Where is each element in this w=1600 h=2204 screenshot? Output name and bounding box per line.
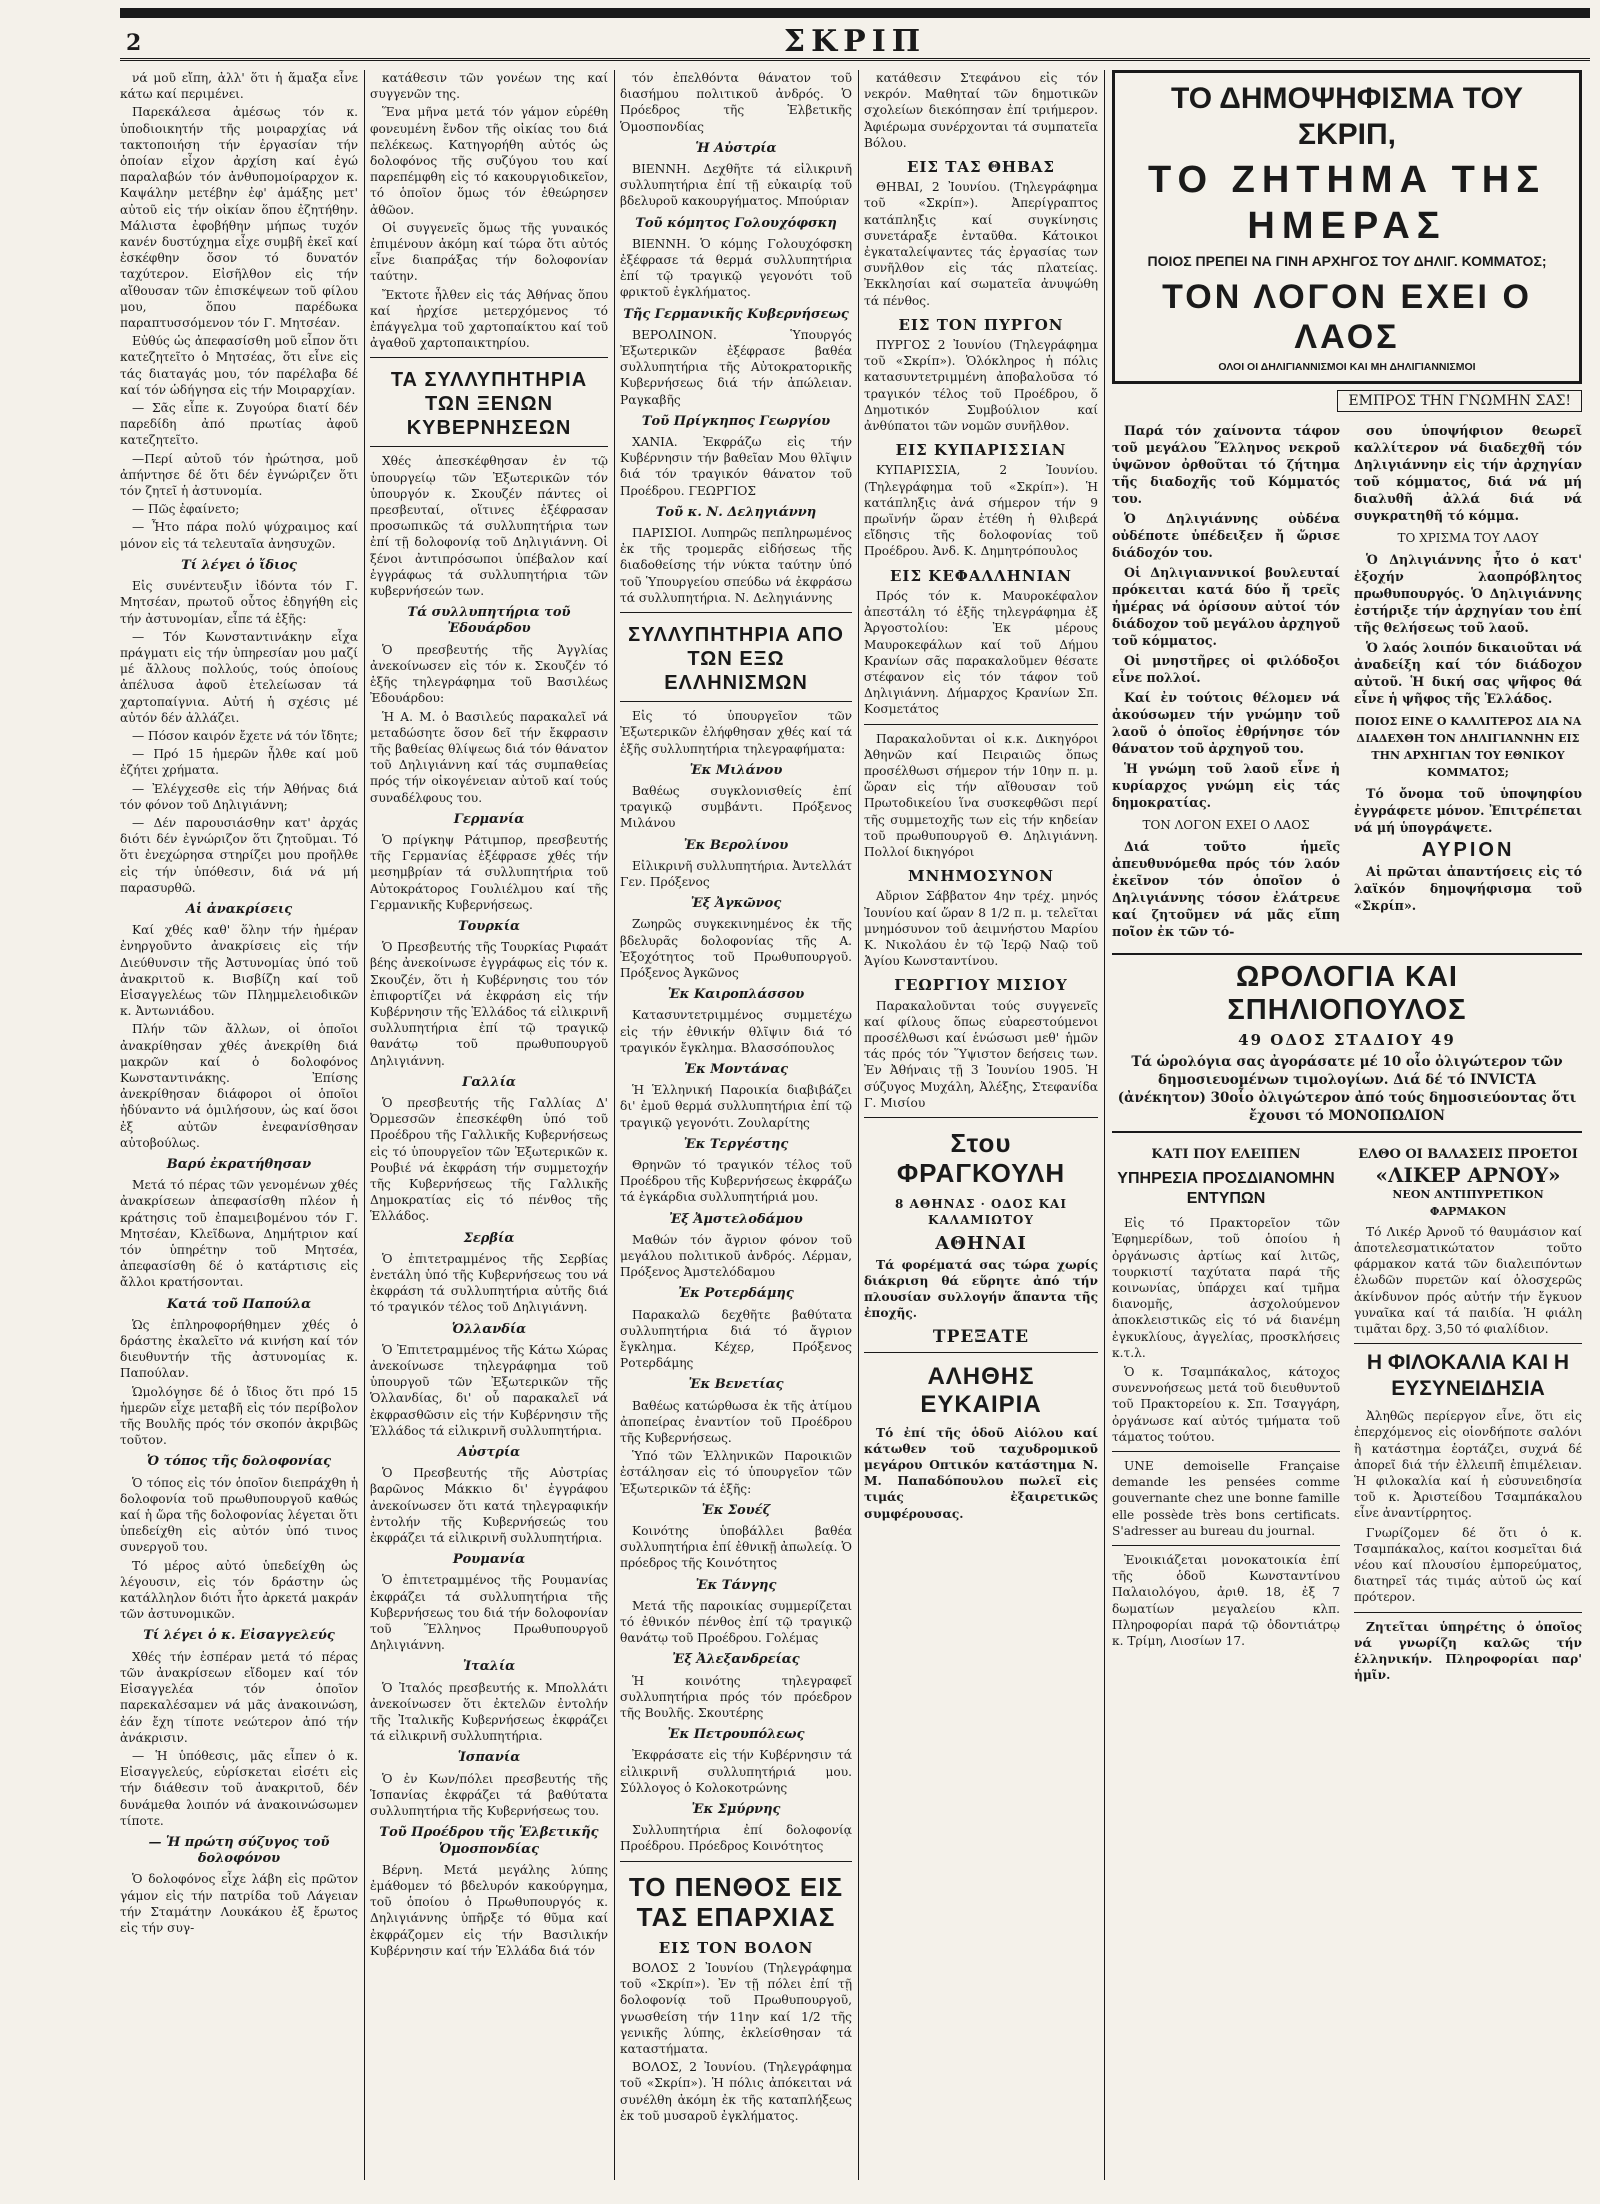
article-paragraph: Μαθών τόν ἄγριον φόνον τοῦ μεγάλου πολιτικοῦ ἀνδρός. Λέρμαν, Πρόξενος Ἀμστελόδαμου (620, 1232, 852, 1280)
article-paragraph: — Τόν Κωνσταντινάκην εἶχα πράγματι εἰς τήν ὑπηρεσίαν μου μαζί μέ ἄλλους πολλούς, τούς ὁποίους ἀπέλυσα ἀφοῦ ἐτελείωσαν τά χαρτοπαίγνια. Αὐτή ἡ σχέσις μέ αὐτόν δέν ἀλλάζει. (120, 629, 358, 725)
article-paragraph: — Ἐλέγχεσθε εἰς τήν Ἀθήνας διά τόν φόνον τοῦ Δηλιγιάννη; (120, 781, 358, 812)
article-paragraph: ΒΟΛΟΣ 2 Ἰουνίου (Τηλεγράφημα τοῦ «Σκρίπ»). Ἐν τῇ πόλει ἐπί τῇ δολοφονίᾳ τοῦ Πρωθυπουργοῦ, γνωσθείση τήν 11ην καί 1/2 τῆς γενικῆς λύπης, ἐκλείσθησαν τά καταστήματα. (620, 1960, 852, 2056)
section-heading: Ἐξ Ἀγκῶνος (690, 896, 782, 912)
article-paragraph: Ὡμολόγησε δέ ὁ ἴδιος ὅτι πρό 15 ἡμερῶν εἶχε μεταβῆ εἰς τόν περίβολον τῆς Βουλῆς πρός τόν σκοπόν ἀκριβῶς τοῦτον. (120, 1384, 358, 1448)
article-paragraph: ΠΑΡΙΣΙΟΙ. Λυπηρῶς πεπληρωμένος ἐκ τῆς τρομερᾶς εἰδήσεως τῆς διαδοθείσης τήν νύκτα ταύτην ὑπό τοῦ Ὑπουργείου σπεύδω νά ἐκφράσω τά συλλυπητήρια. Ν. Δεληγιάννης (620, 526, 852, 605)
article-paragraph: Ὁ Πρεσβευτής τῆς Τουρκίας Ριφαάτ βέης ἀνεκοίνωσε ἐγγράφως εἰς τόν κ. Σκουζέν, ὅτι ἡ Κυβέρνησις του τόν ἐπιφορτίζει νά ἐκφράση εἰς τήν Κυβέρνησιν τῆς Ἑλλάδος τά εἰλικρινῆ συλλυπητήρια ἐπί τῷ τραγικῷ θανάτῳ τοῦ πρωθυπουργοῦ Δηλιγιάννη. (370, 940, 608, 1068)
masthead-rule (120, 58, 1590, 61)
section-heading: ΤΟΝ ΛΟΓΟΝ ΕΧΕΙ Ο ΛΑΟΣ (1142, 818, 1310, 832)
section-rule (1112, 1545, 1340, 1546)
article-paragraph: νά μοῦ εἴπη, ἀλλ' ὅτι ἡ ἅμαξα εἶνε κάτω καί περιμένει. (120, 71, 358, 102)
section-heading: Ὁλλανδία (451, 1321, 527, 1337)
article-paragraph: Πλήν τῶν ἄλλων, οἱ ὁποῖοι ἀνακρίθησαν χθές ἀνεκρίθη διά μακρῶν καί ὁ δολοφόνος Κωνσταντινάκης. Ἐπίσης ἀνεκρίθησαν διάφοροι οἱ ὁποῖοι ἠδύναντο νά ὁμιλήσουν, ὡς καί ὅσοι ἐξ αὐτῶν ἐνεφανίσθησαν αὐτοβούλως. (120, 1022, 358, 1150)
article-paragraph: Ἡ κοινότης τηλεγραφεῖ συλλυπητήρια πρός τόν πρόεδρον τῆς Βουλῆς. Σκουτέρης (620, 1673, 852, 1721)
article-paragraph: Τό ὄνομα τοῦ ὑποψηφίου ἐγγράφετε μόνον. Ἐπιτρέπεται νά μή ὑπογράψετε. (1354, 786, 1582, 835)
article-paragraph: Εἰλικρινῆ συλλυπητήρια. Ἀντελλάτ Γεν. Πρόξενος (620, 858, 852, 889)
section-heading: «ΛΙΚΕΡ ΑΡΝΟΥ» (1375, 1163, 1561, 1188)
article-paragraph: —Περί αὐτοῦ τόν ἠρώτησα, μοῦ ἀπήντησε δέ ὅτι δέν ἐγνώριζεν ὅτι τόν ζητεῖ ἡ ἀστυνομία. (120, 451, 358, 499)
article-paragraph: UNE demoiselle Française demande les pensées comme gouvernante chez une bonne famille elle possède très bons certificats. S'adresser au bureau du journal. (1112, 1459, 1340, 1538)
article-paragraph: Μετά τῆς παροικίας συμμερίζεται τό ἐθνικόν πένθος ἐπί τῷ τραγικῷ θανάτῳ τοῦ Προέδρου. Γολέμας (620, 1598, 852, 1646)
banner-line: ΤΟΝ ΛΟΓΟΝ ΕΧΕΙ Ο ΛΑΟΣ (1162, 278, 1532, 356)
section-heading: Γερμανία (453, 811, 525, 827)
article-paragraph: ΒΕΡΟΛΙΝΟΝ. Ὑπουργός Ἐξωτερικῶν ἐξέφρασε βαθέα συλλυπητήρια τῆς Αὐτοκρατορικῆς Κυβερνήσεως διά τήν ἀπώλειαν. Ραγκαβῆς (620, 327, 852, 407)
column-3 (620, 70, 852, 2180)
section-rule (864, 1352, 1098, 1353)
article-paragraph: Οἱ Δηλιγιαννικοί βουλευταί πρόκειται κατά δύο ἤ τρεῖς ἡμέρας νά ὁρίσουν αὐτοί τόν διάδοχον τοῦ μεγάλου ἀρχηγοῦ τοῦ κόμματος. (1112, 565, 1340, 648)
article-paragraph: Αὔριον Σάββατον 4ην τρέχ. μηνός Ἰουνίου καί ὥραν 8 1/2 π. μ. τελεῖται μνημόσυνον τοῦ ἀειμνήστου Μαρίου Κ. Νικολάου ἐν τῷ Ἱερῷ Ναῷ τοῦ Ἁγίου Κωνσταντίνου. (864, 889, 1098, 969)
section-heading: Αὐστρία (457, 1445, 521, 1461)
article-paragraph: ΧΑΝΙΑ. Ἐκφράζω εἰς τήν Κυβέρνησιν τήν βαθεῖαν Μου θλῖψιν διά τόν τραγικόν θάνατον τοῦ Προέδρου. ΓΕΩΡΓΙΟΣ (620, 435, 852, 498)
section-heading: Ἐκ Βερολίνου (683, 837, 789, 853)
section-rule (1112, 1451, 1340, 1452)
banner-line: ΤΟ ΔΗΜΟΨΗΦΙΣΜΑ ΤΟΥ ΣΚΡΙΠ, (1170, 82, 1524, 151)
headline-diaspora-condolences: ΣΥΛΛΥΠΗΤΗΡΙΑ ΑΠΟ ΤΩΝ ΕΞΩ ΕΛΛΗΝΙΣΜΩΝ (628, 624, 844, 695)
advert-watches (1112, 953, 1582, 1133)
referendum-banner (1112, 70, 1582, 384)
headline-mourning-provinces: ΤΟ ΠΕΝΘΟΣ ΕΙΣ ΤΑΣ ΕΠΑΡΧΙΑΣ (628, 1871, 844, 1932)
section-heading: Ἱσπανία (457, 1750, 521, 1766)
section-heading: ΕΙΣ ΤΟΝ ΠΥΡΓΟΝ (898, 315, 1064, 334)
article-paragraph: Ἕνα μῆνα μετά τόν γάμον εὑρέθη φονευμένη ἔνδον τῆς οἰκίας του διά πελέκεως. Κατηγορήθη αὐτός ὡς δολοφόνος τῆς συζύγου του καί παρεπέμφθη εἰς τό κακουργιοδικεῖον, τό ὁποῖον ὅμως τόν ἐθεώρησεν ἀθῶον. (370, 105, 608, 217)
advert-watches-address: 49 ΟΔΟΣ ΣΤΑΔΙΟΥ 49 (1238, 1031, 1456, 1049)
section-heading: Ἐξ Ἀμστελοδάμου (669, 1211, 803, 1227)
article-paragraph: Ζωηρῶς συγκεκινημένος ἐκ τῆς βδελυρᾶς δολοφονίας τῆς Α. Ἐξοχότητος τοῦ Πρωθυπουργοῦ. Πρόξενος Ἀγκῶνος (620, 917, 852, 980)
column-4 (864, 70, 1098, 2180)
advert-city: ΑΘΗΝΑΙ (935, 1233, 1027, 1255)
referendum-text (1112, 422, 1582, 943)
article-paragraph: Αἱ πρῶται ἀπαντήσεις εἰς τό λαϊκόν δημοψήφισμα τοῦ «Σκρίπ». (1354, 864, 1582, 913)
section-rule (620, 701, 852, 702)
article-paragraph: — Ἦτο πάρα πολύ ψύχραιμος καί μόνον εἰς τά τελευταῖα ἀνησυχῶν. (120, 520, 358, 551)
boxed-slogan: ΕΜΠΡΟΣ ΤΗΝ ΓΝΩΜΗΝ ΣΑΣ! (1337, 390, 1582, 412)
section-heading: ΕΙΣ ΤΟΝ ΒΟΛΟΝ (658, 1938, 814, 1957)
article-paragraph: Ἔκτοτε ἦλθεν εἰς τάς Ἀθήνας ὅπου καί ἠρχίσε μετερχόμενος τό ἐπάγγελμα τοῦ χαρτοπαίκτου καί τοῦ ἀγαθοῦ χαρτοπαικτηρίου. (370, 287, 608, 351)
article-paragraph: Ὁ Ἰταλός πρεσβευτής κ. Μπολλάτι ἀνεκοίνωσεν ὅτι ἐκτελῶν ἐντολήν τῆς Ἰταλικῆς Κυβερνήσεως ἐκφράζει τά εἰλικρινῆ συλλυπητήρια. (370, 1680, 608, 1744)
section-heading: Ὁ τόπος τῆς δολοφονίας (146, 1454, 332, 1470)
article-paragraph: σου ὑποψήφιον θεωρεῖ καλλίτερον νά διαδεχθῆ τόν Δηλιγιάννην εἰς τήν ἀρχηγίαν τοῦ κόμματος, διά νά μή διαλυθῆ ἀλλά διά νά συγκρατηθῆ τό κόμμα. (1354, 423, 1582, 523)
section-rule (864, 724, 1098, 725)
article-paragraph: Ὁ ἐπιτετραμμένος τῆς Σερβίας ἐνετάλη ὑπό τῆς Κυβερνήσεως του νά ἐκφράση τά συλλυπητήρια αὐτῆς διά τό τραγικόν τέλος τοῦ Δηλιγιάννη. (370, 1251, 608, 1315)
section-heading: Τοῦ Πρίγκηπος Γεωργίου (641, 413, 831, 429)
section-heading: ΕΙΣ ΚΕΦΑΛΛΗΝΙΑΝ (890, 566, 1072, 585)
article-paragraph: Χθές τήν ἑσπέραν μετά τό πέρας τῶν ἀνακρίσεων εἴδομεν καί τόν Εἰσαγγελέα τόν ὁποῖον παρεκαλέσαμεν νά μᾶς ἀνακοινώση, ἐάν ἔχη τίποτε νεώτερον ἀπό τήν ἀνάκρισιν. (120, 1649, 358, 1745)
section-heading: Τοῦ κ. Ν. Δεληγιάννη (655, 504, 817, 520)
article-paragraph: Ἡ γνώμη τοῦ λαοῦ εἶνε ἡ κυρίαρχος γνώμη εἰς τάς δημοκρατίας. (1112, 761, 1340, 810)
article-paragraph: Οἱ συγγενεῖς ὅμως τῆς γυναικός ἐπιμένουν ἀκόμη καί τώρα ὅτι αὐτός εἶνε διαπράξας τήν δολοφονίαν ταύτην. (370, 220, 608, 284)
section-heading: Ἐξ Ἀλεξανδρείας (672, 1652, 800, 1668)
article-paragraph: Παρά τόν χαίνοντα τάφον τοῦ μεγάλου Ἕλληνος νεκροῦ ὑψῶνον ὀρθοῦται τό ζήτημα τῆς διαδοχῆς τοῦ Κόμματός του. (1112, 423, 1340, 506)
article-paragraph: Ὁ τόπος εἰς τόν ὁποῖον διεπράχθη ἡ δολοφονία τοῦ πρωθυπουργοῦ καθώς καί ἡ ὥρα τῆς δολοφονίας λέγεται ὅτι ὑπεδείχθη εἰς αὐτόν ὑπό τινος συνεργοῦ του. (120, 1475, 358, 1555)
article-paragraph: Θρηνῶν τό τραγικόν τέλος τοῦ Προέδρου τῆς Κυβερνήσεως ἐκφράζω τά ἐγκάρδια συλλυπητήριά μου. (620, 1157, 852, 1205)
column-1 (120, 70, 358, 2180)
article-paragraph: Ὡς ἐπληροφορήθημεν χθές ὁ δράστης ἐκαλεῖτο νά κινήση καί τόν διευθυντήν τῆς ἀστυνομίας κ. Παπούλαν. (120, 1317, 358, 1381)
advert-opportunity-title: ΑΛΗΘΗΣ ΕΥΚΑΙΡΙΑ (920, 1362, 1042, 1418)
article-paragraph: Βέρνη. Μετά μεγάλης λύπης ἐμάθομεν τό βδελυρόν κακούργημα, τοῦ ὁποίου ὁ Πρωθυπουργός κ. Δηλιγιάννης ὑπῆρξε τό θῦμα καί ἐκφράζομεν εἰς τήν Βασιλικήν Κυβέρνησιν καί τήν Ἑλλάδα διά τόν (370, 1862, 608, 1958)
banner-line: ΟΛΟΙ ΟΙ ΔΗΛΙΓΙΑΝΝΙΣΜΟΙ ΚΑΙ ΜΗ ΔΗΛΙΓΙΑΝΝΙΣΜΟΙ (1218, 361, 1476, 373)
section-heading: Τῆς Γερμανικῆς Κυβερνήσεως (623, 306, 849, 322)
section-rule (620, 612, 852, 613)
section-heading: Ἐκ Μιλάνου (689, 762, 783, 778)
article-paragraph: Ὁ Δηλιγιάννης ἦτο ὁ κατ' ἐξοχήν λαοπρόβλητος πρωθυπουργός. Ὁ Δηλιγιάννης ἐστήριξε τήν ἀρχηγίαν του ἐπί τῆς θελήσεως τοῦ λαοῦ. (1354, 552, 1582, 635)
article-paragraph: Εἰς τό ὑπουργεῖον τῶν Ἐξωτερικῶν ἐλήφθησαν χθές καί τά ἑξῆς συλλυπητήρια τηλεγραφήματα: (620, 709, 852, 756)
section-heading: Ἐκ Τάνγης (695, 1577, 777, 1593)
section-heading: Σερβία (463, 1230, 515, 1246)
section-heading: Ἐκ Σουέζ (701, 1502, 771, 1518)
article-paragraph: Παρακαλῶ δεχθῆτε βαθύτατα συλλυπητήρια διά τό ἄγριον ἔγκλημα. Κέχερ, Πρόξενος Ροτερδάμης (620, 1307, 852, 1371)
section-heading: Τί λέγει ὁ κ. Εἰσαγγελεύς (143, 1628, 335, 1644)
advert-watches-text: Τά ὡρολόγια σας ἀγοράσατε μέ 10 οἷο ὀλιγώτερον τῶν δημοσιευομένων τιμολογίων. Διά δέ τό INVICTA (ἀνέκητον) 30οἷο ὀλιγώτερον ἀπό τούς δημοσιεύοντας ὅτι ἔχουσι τό ΜΟΝΟΠΩΛΙΟΝ (1117, 1054, 1577, 1124)
section-heading: Ρουμανία (452, 1552, 526, 1568)
article-paragraph: — Πόσον καιρόν ἔχετε νά τόν ἴδητε; (132, 728, 358, 743)
article-paragraph: Συλλυπητήρια ἐπί δολοφονίᾳ Προέδρου. Πρόεδρος Κοινότητος (620, 1823, 852, 1854)
article-paragraph: Παρακαλοῦνται τούς συγγενεῖς καί φίλους ὅπως εὐαρεστούμενοι προσέλθωσι καί ἑνώσωσι μεθ' ἡμῶν τάς πρός τόν Ὕψιστον δεήσεις των. Ἐν Ἀθήναις τῇ 3 Ἰουνίου 1905. Ἡ σύζυγος Μυχάλη, Ἀλέξης, Στεφανίδα Γ. Μισίου (864, 998, 1098, 1110)
article-paragraph: Ζητεῖται ὑπηρέτης ὁ ὁποῖος νά γνωρίζη καλῶς τήν ἑλληνικήν. Πληροφορίαι παρ' ἡμῖν. (1354, 1619, 1582, 1683)
section-heading: Ἐκ Καιροπλάσσου (667, 987, 805, 1003)
section-heading: Τί λέγει ὁ ἴδιος (181, 557, 297, 573)
article-paragraph: Ἀληθῶς περίεργον εἶνε, ὅτι εἰς ἐπερχόμενος εἰς οἱονδήποτε σαλόνι ἢ κατάστημα ἑορτάζει, συχνά δέ ἀπορεῖ διά τήν ἐλλειπῆ ἐπιμέλειαν. Ἡ φιλοκαλία καί ἡ εὐσυνειδησία τοῦ κ. Ἀριστείδου Τσαμπάκαλου εἶνε ἀναντίρρητος. (1354, 1409, 1582, 1521)
section-rule (1354, 1343, 1582, 1344)
article-paragraph: Ἐκφράσατε εἰς τήν Κυβέρνησιν τά εἰλικρινῆ συλλυπητήριά μου. Σύλλογος ὁ Κολοκοτρώνης (620, 1748, 852, 1795)
article-paragraph: Χθές ἀπεσκέφθησαν ἐν τῷ ὑπουργείῳ τῶν Ἐξωτερικῶν τόν ὑπουργόν κ. Σκουζέν πάντες οἱ πρεσβευταί, οἵτινες ἐξέφρασαν προσωπικῶς τά συλλυπητήρια των ἐπί τῇ δολοφονίᾳ τοῦ Δηλιγιάννη. Οἱ ξένοι ἀντιπρόσωποι ὑπέβαλον καί ἐγγράφως τά συλλυπητήρια τῶν κυβερνήσεών των. (370, 454, 608, 599)
headline-condolences: ΤΑ ΣΥΛΛΥΠΗΤΗΡΙΑ ΤΩΝ ΞΕΝΩΝ ΚΥΒΕΡΝΗΣΕΩΝ (390, 369, 588, 440)
article-paragraph: Ἡ Ἑλληνική Παροικία διαβιβάζει δι' ἐμοῦ θερμά συλλυπητήρια ἐπί τῷ τραγικῷ γεγονότι. Ζουλαρίτης (620, 1083, 852, 1130)
article-paragraph: Ὑπό τῶν Ἑλληνικῶν Παροικιῶν ἐστάλησαν εἰς τό ὑπουργεῖον τῶν Ἐξωτερικῶν τά ἑξῆς: (620, 1449, 852, 1496)
article-paragraph: Ὁ Δηλιγιάννης οὐδένα οὐδέποτε ὑπέδειξεν ἤ ὥρισε διάδοχόν του. (1112, 511, 1340, 560)
section-heading: Τουρκία (457, 918, 521, 934)
article-paragraph: Τό Λικέρ Ἀρνοῦ τό θαυμάσιον καί ἀποτελεσματικώτατον τοῦτο φάρμακον κατά τῶν διαλειπόντων ἑλωδῶν πυρετῶν καί ὁλοσχερῶς ἀκίνδυνον πρός αὐτήν τήν ἔγκυον γυναῖκα καί τά παιδία. Ἡ φιάλη τιμᾶται δρχ. 3,50 τό φιαλίδιον. (1354, 1224, 1582, 1337)
section-heading: Τοῦ Προέδρου τῆς Ἑλβετικῆς Ὁμοσπονδίας (379, 1825, 599, 1857)
section-heading: Βαρύ ἐκρατήθησαν (166, 1157, 312, 1172)
article-paragraph: Μετά τό πέρας τῶν γενομένων χθές ἀνακρίσεων ἀπεφασίσθη πλέον ἡ κράτησις τοῦ ἐπαμειβομένου τόν Γ. Μητσέαν, Κλεῖδωνα, Δημήτριον καί τόν ὑπηρέτην τοῦ Μητσέα, ἀπεφασίσθη δέ ὁ κατάρτισις εἰς ἄλλοι κρατήσονται. (120, 1178, 358, 1290)
page-number: 2 (126, 30, 142, 56)
column-divider (858, 70, 859, 2180)
article-paragraph: κατάθεσιν τῶν γονέων της καί συγγενῶν της. (370, 71, 608, 102)
column-divider (614, 70, 615, 2180)
section-rule (620, 1861, 852, 1862)
article-paragraph: Ὁ ἐν Κων/πόλει πρεσβευτής τῆς Ἱσπανίας ἐκφράζει τά βαθύτατα συλλυπητήρια τῆς Κυβερνήσεως του. (370, 1771, 608, 1819)
right-section (1112, 70, 1582, 1686)
article-paragraph: Γνωρίζομεν δέ ὅτι ὁ κ. Τσαμπάκαλος, καίτοι κοσμεῖται διά νέου καί πλουσίου ἐμπορεύματος, διατηρεῖ τάς τιμάς αὐτοῦ ὡς καί πρότερον. (1354, 1525, 1582, 1605)
section-heading: ΕΙΣ ΚΥΠΑΡΙΣΣΙΑΝ (895, 441, 1067, 460)
banner-line: ΤΟ ΖΗΤΗΜΑ ΤΗΣ ΗΜΕΡΑΣ (1147, 159, 1547, 247)
article-paragraph: ΘΗΒΑΙ, 2 Ἰουνίου. (Τηλεγράφημα τοῦ «Σκρίπ»). Ἀπερίγραπτος κατάπληξις καί συγκίνησις συνετάραξε ἐνταῦθα. Κάτοικοι ἐγκαταλείψαντες τάς ἐργασίας των συνῆλθον εἰς τάς πλατείας. Ἐκκλησίαι καί σωματεῖα ἀνυψώθη τά πένθος. (864, 180, 1098, 308)
section-heading: ΝΕΟΝ ΑΝΤΙΠΥΡΕΤΙΚΟΝ ΦΑΡΜΑΚΟΝ (1392, 1188, 1544, 1218)
article-paragraph: Κοινότης ὑποβάλλει βαθέα συλλυπητήρια ἐπί ἐθνικῇ ἀπωλείᾳ. Ὁ πρόεδρος τῆς Κοινότητος (620, 1524, 852, 1571)
article-paragraph: ΒΟΛΟΣ, 2 Ἰουνίου. (Τηλεγράφημα τοῦ «Σκρίπ»). Ἡ πόλις ἀπόκειται νά συνέλθη ἀκόμη ἐκ τῆς καταπλήξεως ἐκ τοῦ μυσαροῦ ἐγκλήματος. (620, 2060, 852, 2123)
section-rule (864, 1117, 1098, 1118)
section-heading: Ἡ Αὐστρία (695, 140, 777, 156)
section-heading: ΕΙΣ ΤΑΣ ΘΗΒΑΣ (906, 158, 1056, 177)
section-heading: Ἐκ Τεργέστης (683, 1136, 789, 1152)
section-heading: Ἰταλία (462, 1659, 516, 1675)
article-paragraph: — Σᾶς εἶπε κ. Ζυγούρα διατί δέν παρεδίδη ἀπό πρωτίας ἀφοῦ κατεζητεῖτο. (120, 401, 358, 448)
article-paragraph: Καί ἐν τούτοις θέλομεν νά ἀκούσωμεν τήν γνώμην τοῦ λαοῦ ὁ ὁποῖος ἐθρήνησε τόν θάνατον τοῦ ἀρχηγοῦ του. (1112, 690, 1340, 756)
section-heading: ΠΟΙΟΣ ΕΙΝΕ Ο ΚΑΛΛΙΤΕΡΟΣ ΔΙΑ ΝΑ ΔΙΑΔΕΧΘΗ ΤΟΝ ΔΗΛΙΓΙΑΝΝΗΝ ΕΙΣ ΤΗΝ ΑΡΧΗΓΙΑΝ ΤΟΥ ΕΘΝΙΚΟΥ ΚΟΜΜΑΤΟΣ; (1354, 715, 1582, 779)
section-heading: Κατά τοῦ Παπούλα (166, 1296, 312, 1312)
article-paragraph: Διά τοῦτο ἡμεῖς ἀπευθυνόμεθα πρός τόν λαόν ἐκεῖνον τόν ὁποῖον ὁ Δηλιγιάννης τόσον ἐλάτρευε καί ζητοῦμεν νά μᾶς εἴπη ποῖον ἐκ τῶν τό- (1112, 839, 1340, 939)
section-heading: — Ἡ πρώτη σύζυγος τοῦ δολοφόνου (148, 1834, 330, 1867)
article-paragraph: Ὁ λαός λοιπόν δικαιοῦται νά ἀναδείξη καί τόν διάδοχον αὐτοῦ. Ἡ δική σας ψῆφος θά εἶνε ἡ ψῆφος τῆς Ἑλλάδος. (1354, 640, 1582, 706)
article-paragraph: Ὁ πρίγκηψ Ράτιμπορ, πρεσβευτής τῆς Γερμανίας ἐξέφρασε χθές τήν μεσημβρίαν τά συλλυπητήρια τοῦ Αὐτοκράτορος Γουλιέλμου καί τῆς Γερμανικῆς Κυβερνήσεως. (370, 832, 608, 912)
article-paragraph: Βαθέως κατώρθωσα ἐκ τῆς ἀτίμου ἀποπείρας ἐναντίον τοῦ Προέδρου τῆς Κυβερνήσεως. (620, 1398, 852, 1446)
article-paragraph: Ὁ δολοφόνος εἶχε λάβη εἰς πρῶτον γάμον εἰς τήν πατρίδα τοῦ Λάγειαν τήν Σταμάτην Λουκάκου ἐξ ἔρωτος εἰς τήν συγ- (120, 1872, 358, 1935)
article-paragraph: Βαθέως συγκλονισθείς ἐπί τραγικῷ συμβάντι. Πρόξενος Μιλάνου (620, 783, 852, 831)
article-paragraph: Καί χθές καθ' ὅλην τήν ἡμέραν ἐνηργοῦντο ἀνακρίσεις εἰς τήν Διεύθυνσιν τῆς Ἀστυνομίας ὑπό τοῦ ἀνακριτοῦ κ. Βισβίζη καί τοῦ Εἰσαγγελέως τῶν Πλημμελειοδικῶν κ. Ἀντωνιάδου. (120, 923, 358, 1019)
section-heading: ΑΥΡΙΟΝ (1421, 839, 1515, 861)
article-paragraph: Ὁ κ. Τσαμπάκαλος, κάτοχος συνεννοήσεως μετά τοῦ διευθυντοῦ τοῦ Πρακτορείου κ. Σπ. Τσαγγάρη, ὀργάνωσε καί αὐτός τμήματα τοῦ τάματος τούτου. (1112, 1365, 1340, 1444)
article-paragraph: Ἡ Α. Μ. ὁ Βασιλεύς παρακαλεῖ νά μεταδώσητε ὅσον δεῖ τήν ἔκφρασιν τῆς βαθείας θλίψεως διά τόν θάνατον τοῦ Δηλιγιάννη καί τάς συμπαθείας πρός τήν οἰκογένειαν αὐτοῦ καί τούς συναδέλφους του. (370, 709, 608, 805)
section-heading: Ἐκ Πετρουπόλεως (667, 1727, 805, 1743)
article-paragraph: ΚΥΠΑΡΙΣΣΙΑ, 2 Ἰουνίου. (Τηλεγράφημα τοῦ «Σκρίπ»). Ἡ κατάπληξις ἀνά σήμερον τήν 9 πρωϊνήν ὥραν ἐτέθη ἡ θλιβερά εἴδησις τῆς δολοφονίας τοῦ Προέδρου. Ἀνδ. Κ. Δημητρόπουλος (864, 463, 1098, 559)
article-paragraph: ΠΥΡΓΟΣ 2 Ἰουνίου (Τηλεγράφημα τοῦ «Σκρίπ»). Ὁλόκληρος ἡ πόλις κατασυντετριμμένη ἀποβαλοῦσα τό τραγικόν τέλος τοῦ Προέδρου, ὅ Δημοτικόν Συμβούλιον καί ἀνθύπατοι τῶν νομῶν συνῆλθον. (864, 338, 1098, 434)
advert-text: Τό ἐπί τῆς ὁδοῦ Αἰόλου καί κάτωθεν τοῦ ταχυδρομικοῦ μεγάρου Οπτικόν κατάστημα Ν. Μ. Παπαδόπουλου πωλεῖ εἰς τιμάς ἐξαιρετικῶς συμφέρουσας. (864, 1425, 1098, 1521)
article-paragraph: Παρακαλοῦνται οἱ κ.κ. Δικηγόροι Ἀθηνῶν καί Πειραιῶς ὅπως προσέλθωσι σήμερον τήν 10ην π. μ. ὥραν εἰς τήν αἴθουσαν τοῦ Πρωτοδικείου ἵνα συσκεφθῶσι περί τῆς συμμετοχῆς των εἰς τήν κηδείαν τοῦ πρωθυπουργοῦ Θ. Δηλιγιάννη. Πολλοί δικηγόροι (864, 731, 1098, 859)
article-paragraph: Εὐθύς ὡς ἀπεφασίσθη μοῦ εἶπον ὅτι κατεζητεῖτο ὁ Μητσέας, ὅτι εἶνε εἰς τάς διαταγάς μου, τόν παρέλαβα δέ καί τόν ὡδήγησα εἰς τήν Μοιραρχίαν. (120, 334, 358, 397)
section-heading: ΜΝΗΜΟΣΥΝΟΝ (908, 867, 1054, 886)
article-paragraph: Πρός τόν κ. Μαυροκέφαλον ἀπεστάλη τό ἑξῆς τηλεγράφημα ἐξ Ἀργοστολίου: Ἐκ μέρους Μαυροκεφάλων καί τοῦ Δήμου Κρανίων σᾶς παρακαλοῦμεν θέσατε στέφανον εἰς τόν τάφον τοῦ Δηλιγιάννη. Δήμαρχος Κρανίων Σπ. Κοσμετάτος (864, 588, 1098, 717)
article-paragraph: Κατασυντετριμμένος συμμετέχω εἰς τήν ἐθνικήν θλῖψιν διά τό τραγικόν ἔγκλημα. Βλασσόπουλος (620, 1008, 852, 1055)
section-heading: Ἐκ Βενετίας (688, 1377, 784, 1393)
article-paragraph: ΒΙΕΝΝΗ. Δεχθῆτε τά εἰλικρινῆ συλλυπητήρια ἐπί τῇ εὐκαιρίᾳ τοῦ βδελυροῦ κακουργήματος. Μπούριαν (620, 162, 852, 209)
article-paragraph: Ἐνοικιάζεται μονοκατοικία ἐπί τῆς ὁδοῦ Κωνσταντίνου Παλαιολόγου, ἀριθ. 18, ἐξ 7 δωματίων μεγαλείου κλπ. Πληροφορίαι παρά τῷ ὀδοντιάτρῳ κ. Τρίμη, Λιοσίων 17. (1112, 1553, 1340, 1649)
section-heading: Η ΦΙΛΟΚΑΛΙΑ ΚΑΙ Η ΕΥΣΥΝΕΙΔΗΣΙΑ (1366, 1351, 1570, 1401)
section-heading: Γαλλία (462, 1074, 516, 1090)
top-rule (120, 8, 1590, 18)
article-paragraph: τόν ἐπελθόντα θάνατον τοῦ διασήμου πολιτικοῦ ἀνδρός. Ὁ Πρόεδρος τῆς Ἑλβετικῆς Ὁμοσπονδίας (620, 71, 852, 134)
column-divider (1104, 70, 1105, 2180)
advert-text: Τά φορέματά σας τώρα χωρίς διάκριση θά εὕρητε ἀπό τήν πλουσίαν συλλογήν ἅπαντα τῆς ἐποχῆς. (864, 1257, 1098, 1321)
section-rule (1354, 1612, 1582, 1613)
section-heading: ΚΑΤΙ ΠΟΥ ΕΛΕΙΠΕΝ (1151, 1147, 1301, 1162)
section-heading: Ἐκ Ροτερδάμης (678, 1286, 794, 1302)
article-paragraph: Ὁ ἐπιτετραμμένος τῆς Ρουμανίας ἐκφράζει τά συλλυπητήρια τῆς Κυβερνήσεως του διά τήν δολοφονίαν τοῦ Ἕλληνος Πρωθυπουργοῦ Δηλιγιάννη. (370, 1573, 608, 1653)
banner-line: ΠΟΙΟΣ ΠΡΕΠΕΙ ΝΑ ΓΙΝΗ ΑΡΧΗΓΟΣ ΤΟΥ ΔΗΛΙΓ. ΚΟΜΜΑΤΟΣ; (1147, 253, 1547, 269)
article-paragraph: Ὁ πρεσβευτής τῆς Ἀγγλίας ἀνεκοίνωσεν εἰς τόν κ. Σκουζέν τό ἑξῆς τηλεγράφημα τοῦ Βασιλέως Ἐδουάρδου: (370, 642, 608, 706)
article-paragraph: — Δέν παρουσιάσθην κατ' ἀρχάς διότι δέν ἐγνώριζον ὅτι ζητοῦμαι. Τό ὅτι ἐνεχώρησα στηρίζει μου προῆλθε εἰς τήν ὑπόθεσιν, διά νά μή παρασυρθῶ. (120, 815, 358, 895)
column-2 (370, 70, 608, 2180)
lower-adverts (1112, 1143, 1582, 1686)
section-rule (370, 357, 608, 358)
article-paragraph: Εἰς συνέντευξιν ἰδόντα τόν Γ. Μητσέαν, πρωτοῦ οὗτος ἐδηγήθη εἰς τήν ἀστυνομίαν, εἶπε τά ἑξῆς: (120, 579, 358, 626)
section-heading: ΕΛΘΟ ΟΙ ΒΑΛΑΣΕΙΣ ΠΡΟΕΤΟΙ (1358, 1147, 1578, 1162)
advert-fragkoulis-title: Στου ΦΡΑΓΚΟΥΛΗ (896, 1127, 1066, 1188)
section-heading: ΤΟ ΧΡΙΣΜΑ ΤΟΥ ΛΑΟΥ (1397, 531, 1539, 545)
section-heading: ΥΠΗΡΕΣΙΑ ΠΡΟΣΔΙΑΝΟΜΗΝ ΕΝΤΥΠΩΝ (1117, 1170, 1335, 1208)
column-divider (364, 70, 365, 2180)
section-heading: Τά συλλυπητήρια τοῦ Ἐδουάρδου (407, 605, 571, 637)
section-heading: Τοῦ κόμητος Γολουχόφσκη (635, 215, 837, 231)
section-heading: Ἐκ Σμύρνης (691, 1802, 781, 1818)
article-paragraph: Ὁ Πρεσβευτής τῆς Αὐστρίας βαρῶνος Μάκκιο δι' ἐγγράφου ἀνεκοίνωσεν ὅτι κατά τηλεγραφικήν ἐντολήν τῆς Κυβερνήσεώς του ἐκφράζει τά εἰλικρινῆ συλλυπητήρια. (370, 1466, 608, 1546)
article-paragraph: Ὁ πρεσβευτής τῆς Γαλλίας Δ' Ὀρμεσσῶν ἐπεσκέφθη ὑπό τοῦ Προέδρου τῆς Γαλλικῆς Κυβερνήσεως εἰς τό ὑπουργεῖον τῶν Ἐξωτερικῶν κ. Ρουβιέ νά ἐκφράση τήν συμμετοχήν τῆς Κυβερνήσεως τῆς Γαλλικῆς Δημοκρατίας εἰς τό πένθος τῆς Ἑλλάδος. (370, 1095, 608, 1224)
masthead (120, 20, 1590, 60)
article-paragraph: Τό μέρος αὐτό ὑπεδείχθη ὡς λέγουσιν, εἰς τόν δράστην ὡς κατάλληλον διότι ἦτο ἀρκετά μακράν τῶν ἀστυνομικῶν. (120, 1558, 358, 1622)
advert-call-to-action: ΤΡΕΞΑΤΕ (932, 1327, 1030, 1348)
article-paragraph: — Ἡ ὑπόθεσις, μᾶς εἶπεν ὁ κ. Εἰσαγγελεύς, εὑρίσκεται εἰσέτι εἰς τήν διάθεσιν τοῦ ἀνακριτοῦ, δέν δυνάμεθα λοιπόν νά ἀνακοινώσωμεν τίποτε. (120, 1748, 358, 1828)
newspaper-title: ΣΚΡΙΠ (783, 24, 927, 59)
article-paragraph: — Πῶς ἐφαίνετο; (132, 502, 240, 517)
article-paragraph: — Πρό 15 ἡμερῶν ἦλθε καί μοῦ ἐζήτει χρήματα. (120, 747, 358, 778)
section-heading: Ἐκ Μοντάνας (684, 1061, 788, 1077)
section-heading: ΓΕΩΡΓΙΟΥ ΜΙΣΙΟΥ (894, 976, 1068, 995)
section-heading: Αἱ ἀνακρίσεις (185, 901, 293, 917)
article-paragraph: Εἰς τό Πρακτορεῖον τῶν Ἐφημερίδων, τοῦ ὁποίου ἡ ὀργάνωσις ἀρτίως καί λιτῶς, τουρκιστί ταχύτατα παρά τῆς κοινωνίας, ὑπάρχει καί τμῆμα διανομῆς, ἀσχολούμενον ἀποκλειστικῶς εἰς τό νά διανέμη ἐγκυκλίους, ἀγγελίας, προσκλήσεις κ.τ.λ. (1112, 1216, 1340, 1360)
advert-address: 8 ΑΘΗΝΑΣ · Ο∆ΟΣ ΚΑΙ ΚΑΛΑΜΙΩΤΟΥ (895, 1196, 1067, 1228)
article-paragraph: Ὁ Ἐπιτετραμμένος τῆς Κάτω Χώρας ἀνεκοίνωσε τηλεγράφημα τοῦ ὑπουργοῦ τῶν Ἐξωτερικῶν τῆς Ὁλλανδίας, δι' οὗ παρακαλεῖ νά ἐκφρασθῶσιν εἰς τήν Κυβέρνησιν τῆς Ἑλλάδος τά εἰλικρινῆ συλλυπητήρια. (370, 1342, 608, 1438)
section-rule (370, 446, 608, 447)
advert-watches-title: ΩΡΟΛΟΓΙΑ ΚΑΙ ΣΠΗΛΙΟΠΟΥΛΟΣ (1227, 961, 1467, 1026)
article-paragraph: Παρεκάλεσα ἀμέσως τόν κ. ὑποδιοικητήν τῆς μοιραρχίας νά τακτοποιήση τήν ἐργασίαν τήν ὁποίαν εἶχον ἀρχίση καί ἐγώ παραλαβών τόν ἀνθυπομοίραρχον κ. Καψάλην μετέβην ἐφ' ἁμάξης μετ' αὐτοῦ εἰς τήν οἰκίαν ὅπου ἐζητήθην. Μάλιστα ἐφοβήθην μήπως τυχόν κανέν δυστύχημα εἶχε συμβῆ ἐκεῖ καί ἐσκέφθην ὅσον τό δυνατόν ταχύτερον. Εἰσῆλθον εἰς τήν αἴθουσαν τῶν ἐπισκέψεων τοῦ φίλου μου, ὅπου παρέδωκα παραπτυσσόμενον τόν Γ. Μητσέαν. (120, 105, 358, 331)
article-paragraph: ΒΙΕΝΝΗ. Ὁ κόμης Γολουχόφσκη ἐξέφρασε τά θερμά συλλυπητήρια ἐπί τῷ τραγικῷ γεγονότι τοῦ φρικτοῦ ἐγκλήματος. (620, 236, 852, 300)
article-paragraph: Οἱ μνηστῆρες οἱ φιλόδοξοι εἶνε πολλοί. (1112, 653, 1340, 685)
article-paragraph: κατάθεσιν Στεφάνου εἰς τόν νεκρόν. Μαθηταί τῶν δημοτικῶν σχολείων διεκόπησαν ἐπί τριήμερον. Ἀφιέρωμα συνέρχονται τά συμπατεῖα Βόλου. (864, 71, 1098, 150)
